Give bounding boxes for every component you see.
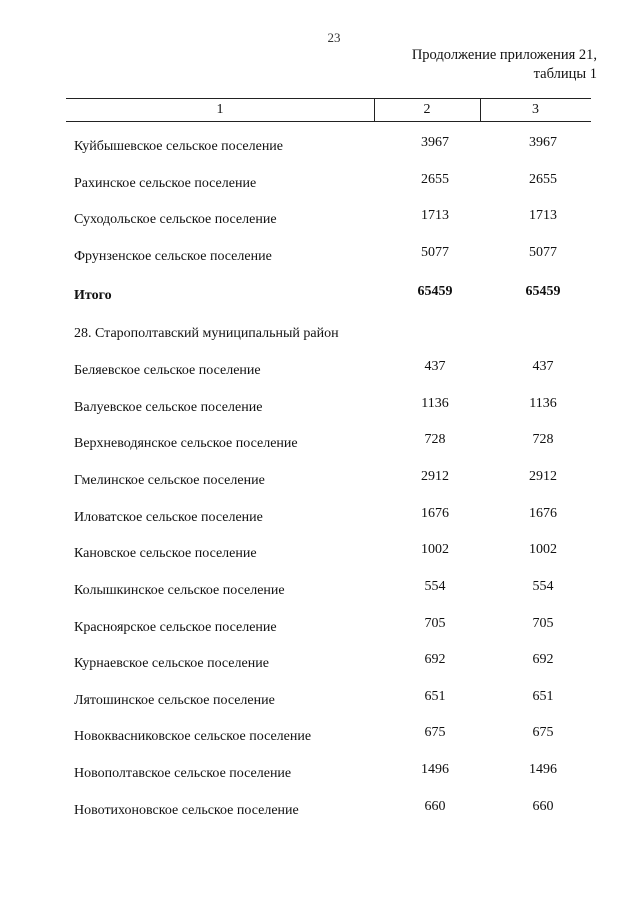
table-row	[0, 762, 640, 788]
table-row	[0, 652, 640, 678]
total-label: Итого	[74, 288, 112, 303]
row-name: Валуевское сельское поселение	[74, 400, 263, 415]
header-col-1: 1	[66, 99, 375, 121]
table-row	[0, 579, 640, 605]
row-value-col2: 660	[424, 799, 446, 814]
row-value-col2: 1676	[421, 506, 449, 521]
table-row	[0, 359, 640, 385]
row-value-col3: 1002	[529, 542, 557, 557]
table-row	[0, 542, 640, 568]
row-name: Новотихоновское сельское поселение	[74, 803, 299, 818]
table-row	[0, 208, 640, 234]
row-name: Иловатское сельское поселение	[74, 510, 263, 525]
row-value-col2: 705	[424, 616, 446, 631]
row-value-col3: 675	[532, 725, 554, 740]
row-value-col2: 1496	[421, 762, 449, 777]
total-value-col2: 65459	[417, 284, 453, 299]
row-name: Красноярское сельское поселение	[74, 620, 277, 635]
row-value-col3: 3967	[529, 135, 557, 150]
row-value-col3: 728	[532, 432, 554, 447]
row-value-col2: 437	[424, 359, 446, 374]
row-value-col2: 5077	[421, 245, 449, 260]
table-row	[0, 506, 640, 532]
header-col-3: 3	[532, 102, 539, 117]
row-name: Фрунзенское сельское поселение	[74, 249, 272, 264]
page-number: 23	[327, 30, 341, 45]
row-name: Лятошинское сельское поселение	[74, 693, 275, 708]
continuation-line-1: Продолжение приложения 21,	[411, 47, 597, 63]
row-value-col2: 728	[424, 432, 446, 447]
row-name: Суходольское сельское поселение	[74, 212, 277, 227]
row-value-col3: 5077	[529, 245, 557, 260]
row-name: Гмелинское сельское поселение	[74, 473, 265, 488]
continuation-line-2: таблицы 1	[533, 66, 597, 82]
table-row	[0, 172, 640, 198]
row-value-col3: 437	[532, 359, 554, 374]
row-name: Верхневодянское сельское поселение	[74, 436, 298, 451]
table-row	[0, 245, 640, 271]
row-value-col3: 1496	[529, 762, 557, 777]
row-value-col3: 651	[532, 689, 554, 704]
row-value-col2: 675	[424, 725, 446, 740]
row-value-col3: 692	[532, 652, 554, 667]
row-value-col2: 2912	[421, 469, 449, 484]
row-name: Новоквасниковское сельское поселение	[74, 729, 312, 744]
row-name: Курнаевское сельское поселение	[74, 656, 269, 671]
row-name: Кановское сельское поселение	[74, 546, 257, 561]
row-value-col3: 705	[532, 616, 554, 631]
table-row	[0, 799, 640, 825]
total-value-col3: 65459	[525, 284, 561, 299]
row-value-col2: 692	[424, 652, 446, 667]
row-value-col3: 1676	[529, 506, 557, 521]
continuation-caption	[412, 46, 597, 84]
row-value-col3: 660	[532, 799, 554, 814]
header-col-2: 2	[374, 99, 481, 121]
row-value-col2: 651	[424, 689, 446, 704]
table-row	[0, 689, 640, 715]
table-row	[0, 616, 640, 642]
table-row	[0, 432, 640, 458]
row-value-col3: 2912	[529, 469, 557, 484]
table-header	[66, 98, 591, 122]
row-name: Колышкинское сельское поселение	[74, 583, 285, 598]
table-row	[0, 135, 640, 161]
row-value-col2: 1002	[421, 542, 449, 557]
row-name: Беляевское сельское поселение	[74, 363, 261, 378]
row-value-col3: 1713	[529, 208, 557, 223]
row-value-col3: 2655	[529, 172, 557, 187]
table-row	[0, 396, 640, 422]
row-value-col2: 1713	[421, 208, 449, 223]
row-name: Рахинское сельское поселение	[74, 176, 257, 191]
total-row	[0, 284, 640, 310]
row-name: Куйбышевское сельское поселение	[74, 139, 284, 154]
row-value-col2: 3967	[421, 135, 449, 150]
row-value-col3: 1136	[529, 396, 557, 411]
table-row	[0, 469, 640, 495]
table-row	[0, 725, 640, 751]
row-value-col2: 2655	[421, 172, 449, 187]
row-name: Новополтавское сельское поселение	[74, 766, 292, 781]
section-title: 28. Старополтавский муниципальный район	[74, 326, 339, 341]
row-value-col2: 1136	[421, 396, 449, 411]
row-value-col3: 554	[532, 579, 554, 594]
row-value-col2: 554	[424, 579, 446, 594]
